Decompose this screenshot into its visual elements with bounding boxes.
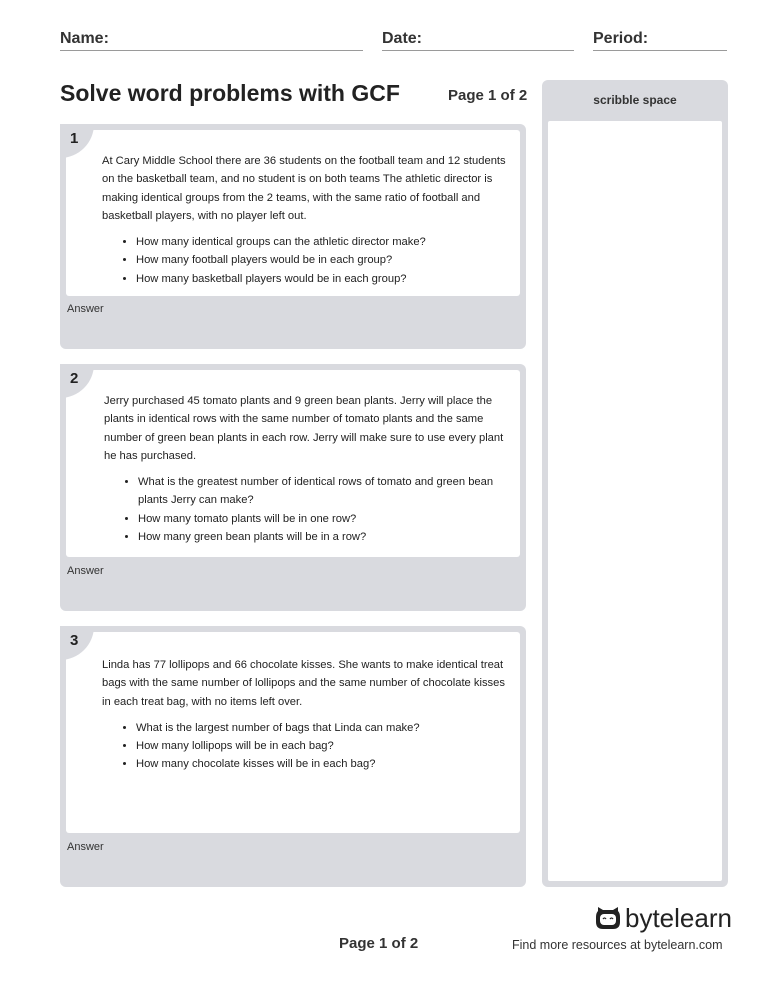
question-body [66, 370, 520, 557]
answer-label: Answer [67, 841, 104, 853]
bytelearn-logo-icon [595, 905, 621, 931]
question-text: Linda has 77 lollipops and 66 chocolate kisses. She wants to make identical treat bags with the same number of lollipops and the same number of chocolate kisses in each treat bag, with no items left over. [102, 659, 505, 708]
bullet-item: • How many tomato plants will be in one row? [138, 510, 510, 528]
question-number: 1 [60, 124, 94, 158]
bullet-item: • How many lollipops will be in each bag? [136, 737, 510, 755]
answer-label: Answer [67, 565, 104, 577]
bullet-item: • How many football players would be in each group? [136, 251, 510, 269]
question-bullets [102, 719, 510, 774]
resources-text: Find more resources at bytelearn.com [512, 938, 723, 952]
name-field[interactable] [60, 30, 363, 51]
bullet-item: • How many identical groups can the athletic director make? [136, 233, 510, 251]
question-number: 3 [60, 626, 94, 660]
date-label: Date: [382, 30, 423, 47]
page-indicator-bottom: Page 1 of 2 [339, 935, 419, 952]
bullet-item: • How many green bean plants will be in a row? [138, 528, 510, 546]
question-text: At Cary Middle School there are 36 students on the football team and 12 students on the basketball team, and no student is on both teams The athletic director is making identical groups from the 2 teams, with the same ratio of football and basketball players, with no player left out. [102, 155, 506, 222]
bullet-item: • What is the greatest number of identical rows of tomato and green bean plants Jerry can make? [138, 473, 510, 510]
question-number: 2 [60, 364, 94, 398]
scribble-panel [542, 80, 728, 887]
bullet-item: • What is the largest number of bags that Linda can make? [136, 719, 510, 737]
question-body [66, 130, 520, 296]
question-bullets [104, 473, 510, 546]
date-field[interactable] [382, 30, 574, 51]
scribble-label: scribble space [593, 93, 677, 107]
scribble-area[interactable] [548, 121, 722, 881]
bullet-item: • How many chocolate kisses will be in each bag? [136, 755, 510, 773]
question-card-3 [60, 626, 526, 887]
period-label: Period: [593, 30, 649, 47]
question-body [66, 632, 520, 833]
name-label: Name: [60, 30, 109, 47]
period-field[interactable] [593, 30, 727, 51]
brand-name: bytelearn [625, 903, 732, 933]
bytelearn-logo [595, 905, 732, 931]
bullet-item: • How many basketball players would be in each group? [136, 270, 510, 288]
question-bullets [102, 233, 510, 288]
page-indicator-top: Page 1 of 2 [448, 87, 528, 104]
question-card-1 [60, 124, 526, 349]
question-text: Jerry purchased 45 tomato plants and 9 green bean plants. Jerry will place the plants in identical rows with the same number of tomato plants and the same number of green bean plants in each row. Jerry will make sure to use every plant he has purchased. [104, 395, 504, 462]
worksheet-title: Solve word problems with GCF [60, 80, 400, 106]
question-card-2 [60, 364, 526, 611]
answer-label: Answer [67, 303, 104, 315]
